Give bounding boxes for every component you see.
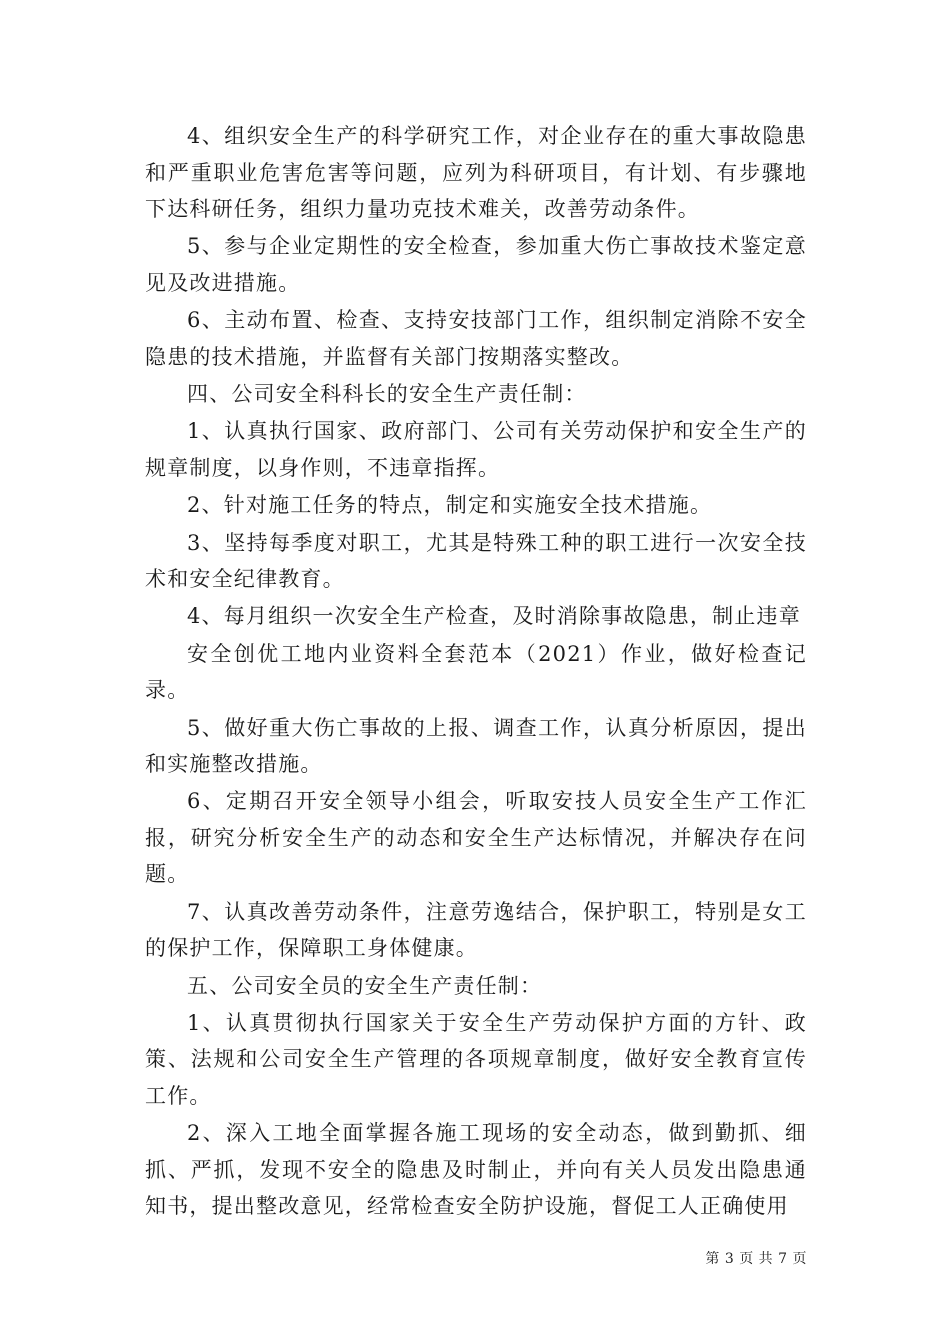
- page-number-footer: 第 3 页 共 7 页: [705, 1251, 807, 1267]
- paragraph: 安全创优工地内业资料全套范本（2021）作业，做好检查记录。: [145, 641, 807, 703]
- paragraph: 2、深入工地全面掌握各施工现场的安全动态，做到勤抓、细抓、严抓，发现不安全的隐患及时制止，并向有关人员发出隐患通知书，提出整改意见，经常检查安全防护设施，督促工人正确使用: [145, 1121, 807, 1219]
- document-body: [145, 118, 807, 1226]
- paragraph: 1、认真贯彻执行国家关于安全生产劳动保护方面的方针、政策、法规和公司安全生产管理的各项规章制度，做好安全教育宣传工作。: [145, 1010, 807, 1108]
- paragraph: 1、认真执行国家、政府部门、公司有关劳动保护和安全生产的规章制度，以身作则，不违章指挥。: [145, 419, 807, 480]
- paragraph: 6、定期召开安全领导小组会，听取安技人员安全生产工作汇报，研究分析安全生产的动态和安全生产达标情况，并解决存在问题。: [145, 789, 807, 887]
- paragraph: 5、做好重大伤亡事故的上报、调查工作，认真分析原因，提出和实施整改措施。: [145, 715, 807, 777]
- section-heading: 五、公司安全员的安全生产责任制：: [187, 973, 543, 998]
- paragraph: 4、每月组织一次安全生产检查，及时消除事故隐患，制止违章: [187, 604, 801, 629]
- section-heading: 四、公司安全科科长的安全生产责任制：: [187, 382, 587, 407]
- paragraph: 7、认真改善劳动条件，注意劳逸结合，保护职工，特别是女工的保护工作，保障职工身体健康。: [145, 899, 807, 961]
- paragraph: 2、针对施工任务的特点，制定和实施安全技术措施。: [187, 493, 713, 518]
- paragraph: 4、组织安全生产的科学研究工作，对企业存在的重大事故隐患和严重职业危害危害等问题，应列为科研项目，有计划、有步骤地下达科研任务，组织力量功克技术难关，改善劳动条件。: [145, 124, 807, 221]
- paragraph: 3、坚持每季度对职工，尤其是特殊工种的职工进行一次安全技术和安全纪律教育。: [145, 530, 807, 592]
- paragraph: 6、主动布置、检查、支持安技部门工作，组织制定消除不安全隐患的技术措施，并监督有关部门按期落实整改。: [145, 308, 807, 369]
- paragraph: 5、参与企业定期性的安全检查，参加重大伤亡事故技术鉴定意见及改进措施。: [145, 234, 807, 295]
